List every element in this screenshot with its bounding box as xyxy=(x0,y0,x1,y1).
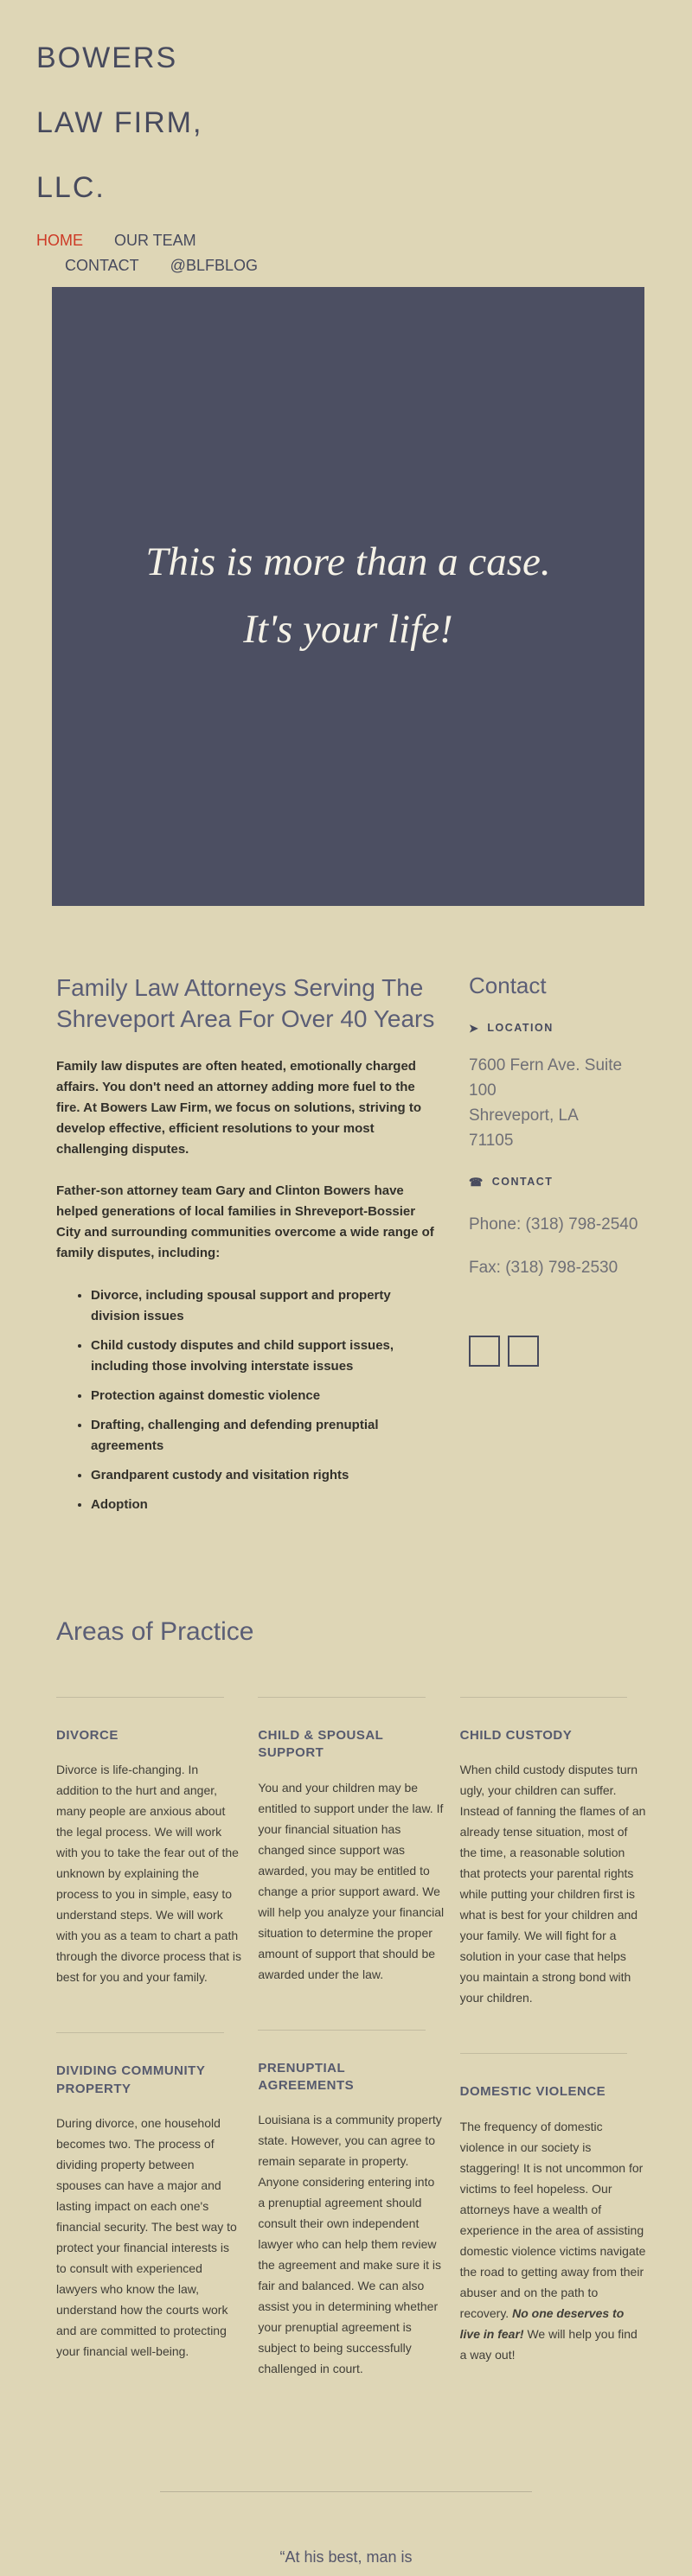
area-title: DOMESTIC VIOLENCE xyxy=(459,2084,606,2100)
fax-number: Fax: (318) 798-2530 xyxy=(469,1259,618,1277)
address-line: Shreveport, LA xyxy=(469,1106,579,1125)
area-item-domestic-violence xyxy=(460,2053,646,2364)
practice-bullet-list xyxy=(56,1285,441,1515)
areas-of-practice-grid xyxy=(56,1697,646,2379)
areas-of-practice-heading: Areas of Practice xyxy=(56,1617,254,1646)
bullet-item: • Adoption xyxy=(91,1495,441,1515)
divider xyxy=(460,1697,628,1698)
hero-quote-line-2: It's your life! xyxy=(243,607,453,652)
bullet-item: • Protection against domestic violence xyxy=(91,1386,441,1406)
main-content xyxy=(56,972,646,1524)
address-block xyxy=(469,1053,646,1153)
logo-line-3: LLC. xyxy=(36,171,106,204)
arrow-right-icon: ➤ xyxy=(469,1021,480,1035)
area-item-dividing-community-property xyxy=(56,2032,242,2362)
area-body: During divorce, one household becomes two. The process of dividing property between spouses can have a major and lasting impact on each one's financial security. The best way to protect your financial interests is to consult with experienced lawyers who know the law, understand how the courts work and are committed to protecting your financial well-being. xyxy=(56,2115,237,2358)
area-body: When child custody disputes turn ugly, your children can suffer. Instead of fanning the flames of an already tense situation, most of the time, a reasonable solution that protects your parental rights while putting your children first is what is best for your children and your family. We will fight for a solution in your case that helps you maintain a strong bond with your children. xyxy=(459,1763,646,2005)
social-icon-2[interactable] xyxy=(508,1336,539,1367)
contact-heading: Contact xyxy=(469,972,547,998)
bullet-item: • Grandparent custody and visitation rights xyxy=(91,1465,441,1486)
area-body: The frequency of domestic violence in our society is staggering! It is not uncommon for victims to feel hopeless. Our attorneys have a wealth of experience in the area of assisting domestic violence victims navigate the road to getting away from their abuser and on the path to recovery. No one deserves to live in fear! We will help you find a way out! xyxy=(459,2119,646,2362)
area-body: Divorce is life-changing. In addition to the hurt and anger, many people are anxious about the legal process. We will work with you to take the fear out of the unknown by explaining the process to you in simple, easy to understand steps. We will work with you as a team to chart a path through the divorce process that is best for you and your family. xyxy=(56,1763,242,1985)
divider xyxy=(56,2032,224,2033)
areas-column-3 xyxy=(460,1697,646,2365)
bullet-item: • Child custody disputes and child support issues, including those involving interstate issues xyxy=(91,1336,441,1377)
intro-heading: Family Law Attorneys Serving The Shreveport Area For Over 40 Years xyxy=(56,974,435,1033)
logo-line-1: BOWERS xyxy=(36,41,178,74)
areas-column-1 xyxy=(56,1697,242,2362)
hero-quote-line-1: This is more than a case. xyxy=(145,539,551,585)
area-title: DIVORCE xyxy=(56,1728,119,1743)
hero-banner xyxy=(52,287,644,906)
area-body: Louisiana is a community property state. However, you can agree to remain separate in property. Anyone considering entering into a prenuptial agreement should consult their own independent lawyer who can help them review the agreement and make sure it is fair and balanced. We can also assist you in determining whether your prenuptial agreement is subject to being successfully challenged in court. xyxy=(258,2113,442,2375)
bullet-item: • Drafting, challenging and defending prenuptial agreements xyxy=(91,1415,441,1457)
nav-link-home[interactable]: HOME xyxy=(36,232,83,249)
address-line: 71105 xyxy=(469,1132,514,1150)
site-logo[interactable] xyxy=(36,26,202,220)
site-header xyxy=(36,26,202,220)
intro-paragraph-2: Father-son attorney team Gary and Clinton Bowers have helped generations of local families in Shreveport-Bossier City and surrounding communities overcome a wide range of family disputes, including: xyxy=(56,1183,434,1260)
social-icon-1[interactable] xyxy=(469,1336,500,1367)
contact-column xyxy=(469,972,646,1524)
logo-line-2: LAW FIRM, xyxy=(36,106,203,139)
area-body: You and your children may be entitled to support under the law. If your financial situation has changed since support was awarded, you may be entitled to change a prior support award. We will help you analyze your financial situation to determine the proper amount of support that should be awarded under the law. xyxy=(258,1780,445,1981)
address-line: 7600 Fern Ave. Suite 100 xyxy=(469,1056,623,1100)
area-title: CHILD & SPOUSAL SUPPORT xyxy=(258,1728,384,1761)
area-title: DIVIDING COMMUNITY PROPERTY xyxy=(56,2063,206,2096)
nav-link-our-team[interactable]: OUR TEAM xyxy=(114,232,196,249)
area-item-child-custody xyxy=(460,1697,646,2008)
location-label: LOCATION xyxy=(487,1022,554,1034)
area-title: PRENUPTIAL AGREEMENTS xyxy=(258,2060,355,2093)
bullet-item: • Divorce, including spousal support and property division issues xyxy=(91,1285,441,1327)
telephone-icon: ☎ xyxy=(469,1175,484,1189)
areas-column-2 xyxy=(258,1697,444,2379)
divider xyxy=(258,1697,426,1698)
location-label-row xyxy=(469,1022,646,1034)
area-item-child-spousal-support xyxy=(258,1697,444,1985)
footer-quote: “At his best, man is xyxy=(279,2548,413,2566)
nav-link-contact[interactable]: CONTACT xyxy=(65,257,139,274)
divider xyxy=(258,2030,426,2031)
contact-label: CONTACT xyxy=(491,1176,554,1188)
contact-label-row xyxy=(469,1176,646,1188)
divider xyxy=(460,2053,628,2054)
nav-link-blfblog[interactable]: @BLFBLOG xyxy=(170,257,258,274)
divider xyxy=(56,1697,224,1698)
phone-number: Phone: (318) 798-2540 xyxy=(469,1215,638,1234)
intro-column xyxy=(56,972,441,1524)
social-links xyxy=(469,1336,646,1367)
footer-divider xyxy=(160,2491,532,2492)
main-nav xyxy=(36,232,272,275)
area-item-prenuptial-agreements xyxy=(258,2030,444,2380)
intro-paragraph-1: Family law disputes are often heated, emotionally charged affairs. You don't need an attorney adding more fuel to the fire. At Bowers Law Firm, we focus on solutions, striving to develop effective, efficient resolutions to your most challenging disputes. xyxy=(56,1058,421,1157)
hero-quote xyxy=(145,529,550,663)
area-title: CHILD CUSTODY xyxy=(459,1728,573,1743)
area-item-divorce xyxy=(56,1697,242,1987)
